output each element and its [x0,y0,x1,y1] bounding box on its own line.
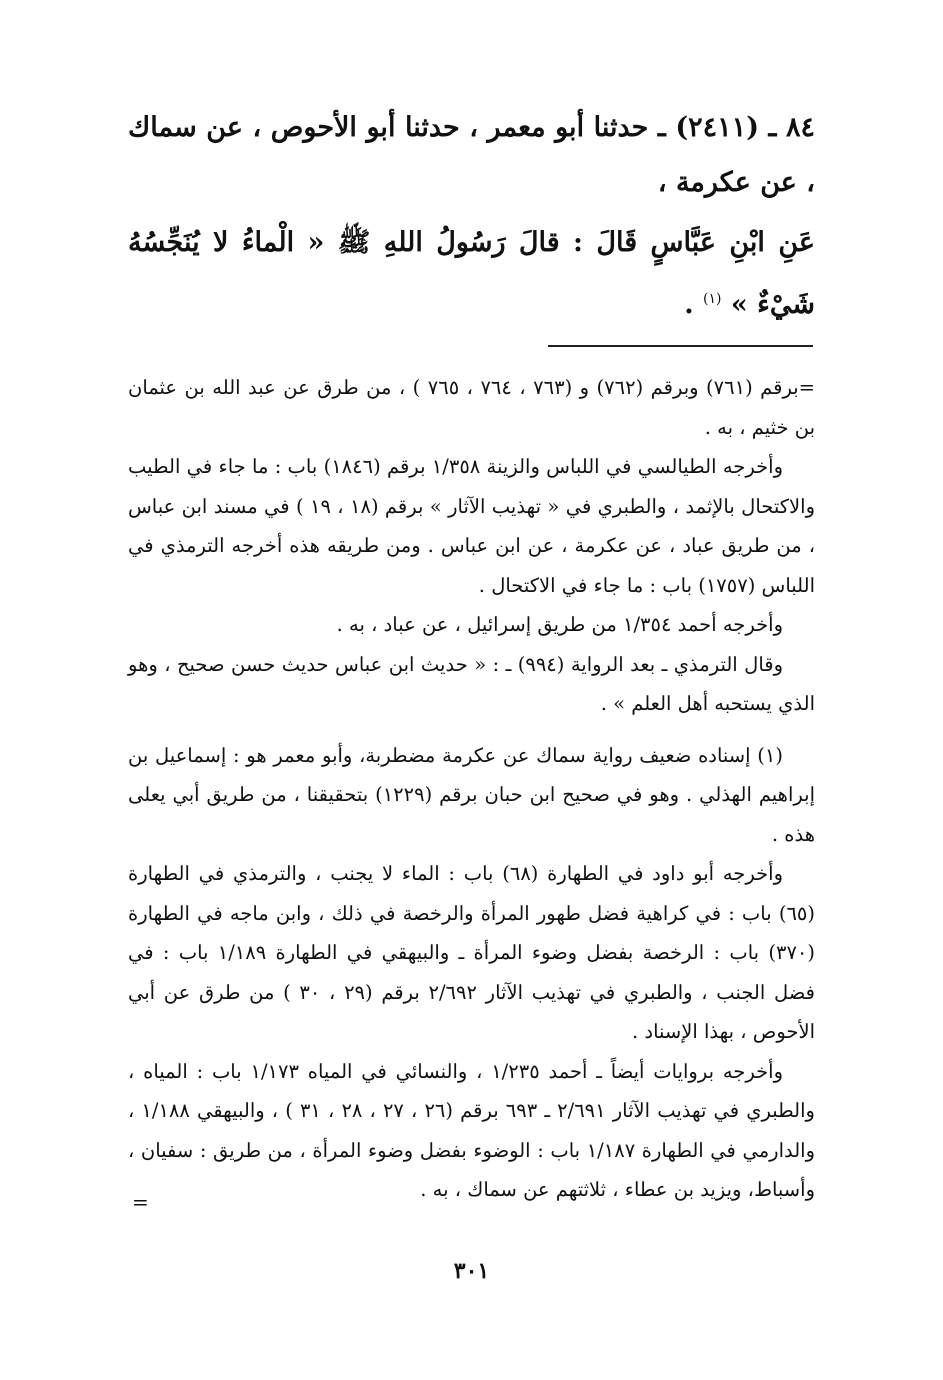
hadith-heading [128,100,815,210]
footnotes [128,368,815,1210]
footnote-1: (١) إسناده ضعيف رواية سماك عن عكرمة مضطربة، وأبو معمر هو : إسماعيل بن إبراهيم الهذلي . وهو في صحيح ابن حبان برقم (١٢٢٩) بتحقيقنا ، من طريق أبي يعلى هذه . [128,743,815,846]
continuation-mark: = [132,1190,149,1214]
footnote-paragraph: وقال الترمذي ـ بعد الرواية (٩٩٤) ـ : « حديث ابن عباس حديث حسن صحيح ، وهو الذي يستحبه أهل العلم » . [128,652,815,715]
footnote-paragraph: وأخرجه أحمد ١/٣٥٤ من طريق إسرائيل ، عن عباد ، به . [336,613,783,636]
hadith-end-punct: . [684,289,704,320]
hadith-isnad-end: عَنِ ابْنِ عَبَّاسٍ قَالَ : قالَ رَسُولُ اللهِ ﷺ [337,227,815,258]
footnote-paragraph-continuation: =برقم (٧٦١) وبرقم (٧٦٢) و (٧٦٣ ، ٧٦٤ ، ٧٦٥ ) ، من طرق عن عبد الله بن عثمان بن خثيم ، به . [128,376,816,439]
footnote-paragraph: وأخرجه أبو داود في الطهارة (٦٨) باب : الماء لا يجنب ، والترمذي في الطهارة (٦٥) باب : في كراهية فضل طهور المرأة والرخصة في ذلك ، وابن ماجه في الطهارة (٣٧٠) باب : الرخصة بفضل وضوء المرأة ـ والبيهقي في الطهارة ١/١٨٩ باب : في فضل الجنب ، والطبري في تهذيب الآثار ٢/٦٩٢ برقم (٢٩ ، ٣٠ ) من طرق عن أبي الأحوص ، بهذا الإسناد . [128,862,816,1043]
hadith-heading-text: ٨٤ ـ (٢٤١١) ـ حدثنا أبو معمر ، حدثنا أبو الأحوص ، عن سماك ، عن عكرمة ، [128,112,815,198]
page-number: ٣٠١ [453,1258,490,1284]
footnote-reference: (١) [703,291,722,307]
footnote-paragraph: وأخرجه الطيالسي في اللباس والزينة ١/٣٥٨ برقم (١٨٤٦) باب : ما جاء في الطيب والاكتحال بالإثمد ، والطبري في « تهذيب الآثار » برقم (١٨ ، ١٩ ) في مسند ابن عباس ، من طريق عباد ، عن عكرمة ، عن ابن عباس . ومن طريقه هذه أخرجه الترمذي في اللباس (١٧٥٧) باب : ما جاء في الاكتحال . [128,455,815,597]
hadith-text [128,215,815,333]
footnote-paragraph: وأخرجه بروايات أيضاً ـ أحمد ١/٢٣٥ ، والنسائي في المياه ١/١٧٣ باب : المياه ، والطبري في تهذيب الآثار ٢/٦٩١ ـ ٦٩٣ برقم (٢٦ ، ٢٧ ، ٢٨ ، ٣١ ) ، والبيهقي ١/١٨٨ ، والدارمي في الطهارة ١/١٨٧ باب : الوضوء بفضل وضوء المرأة ، من طريق : سفيان ، وأسباط، ويزيد بن عطاء ، ثلاثتهم عن سماك ، به . [128,1059,816,1201]
hadith-matn: « الْماءُ لا يُنَجِّسُهُ شَيْءٌ » [128,227,815,320]
footnote-divider [548,345,813,347]
